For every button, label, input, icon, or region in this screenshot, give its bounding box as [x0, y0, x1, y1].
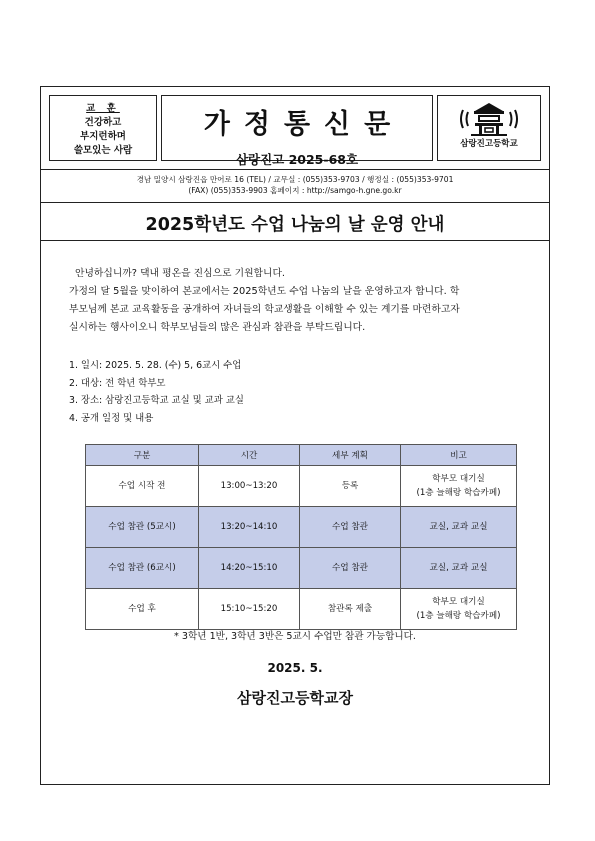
table-header-row [86, 445, 517, 466]
info-list [69, 357, 529, 427]
time-cell: 15:10~15:20 [199, 589, 300, 630]
paragraph-line: 부모님께 본교 교육활동을 공개하여 자녀들의 학교생활을 이해할 수 있는 계기를 마련하고자 [69, 304, 460, 315]
document-title: 2025학년도 수업 나눔의 날 운영 안내 [145, 215, 445, 235]
school-logo-box [437, 95, 541, 161]
greeting: 안녕하십니까? 댁내 평온을 진심으로 기원합니다. [75, 268, 286, 279]
footnote: * 3학년 1반, 3학년 3반은 5교시 수업만 참관 가능합니다. [174, 631, 416, 642]
list-item: 4. 공개 일정 및 내용 [69, 412, 154, 424]
plan-cell: 수업 참관 [300, 507, 401, 548]
masthead-row [41, 87, 549, 170]
note-cell [401, 589, 517, 630]
issue-date: 2025. 5. [267, 661, 323, 675]
motto-line: 부지런하며 [80, 131, 126, 142]
column-header: 세부 계획 [300, 445, 401, 466]
issue-number: 삼랑진고 2025-68호 [235, 152, 359, 167]
school-motto-box [49, 95, 157, 161]
list-item: 1. 일시: 2025. 5. 28. (수) 5, 6교시 수업 [69, 360, 242, 371]
paragraph-line: 실시하는 행사이오니 학부모님들의 많은 관심과 참관을 부탁드립니다. [69, 322, 366, 333]
schedule-table [85, 444, 517, 630]
time-cell: 13:20~14:10 [199, 507, 300, 548]
note-line: 학부모 대기실 [432, 474, 485, 484]
title-divider [41, 240, 549, 241]
column-header: 시간 [199, 445, 300, 466]
motto-line: 건강하고 [84, 117, 122, 128]
table-row [86, 507, 517, 548]
note-line: 학부모 대기실 [432, 597, 485, 607]
principal-signature: 삼랑진고등학교장 [237, 689, 353, 707]
plan-cell: 수업 참관 [300, 548, 401, 589]
table-row [86, 589, 517, 630]
masthead-title-box [161, 95, 433, 167]
note-cell: 교실, 교과 교실 [401, 507, 517, 548]
column-header: 구분 [86, 445, 199, 466]
motto-line: 쓸모있는 사람 [73, 145, 133, 156]
contact-line: 경남 밀양시 삼랑진읍 만어로 16 (TEL) / 교무실 : (055)353-9703 / 행정실 : (055)353-9701 [136, 175, 454, 184]
list-item: 3. 장소: 삼랑진고등학교 교실 및 교과 교실 [69, 395, 244, 406]
contact-info [41, 169, 549, 203]
list-item: 2. 대상: 전 학년 학부모 [69, 377, 166, 389]
paragraph-line: 가정의 달 5월을 맞이하여 본교에서는 2025학년도 수업 나눔의 날을 운영하고자 합니다. 학 [69, 286, 460, 297]
note-cell [401, 466, 517, 507]
time-cell: 14:20~15:10 [199, 548, 300, 589]
time-cell: 13:00~13:20 [199, 466, 300, 507]
newsletter-title: 가정통신문 [203, 109, 405, 140]
school-name: 삼랑진고등학교 [460, 139, 518, 149]
table-row [86, 548, 517, 589]
school-emblem-icon [457, 102, 521, 136]
division-cell: 수업 참관 (6교시) [86, 548, 199, 589]
note-line: (1층 늘해랑 학습카페) [416, 488, 501, 498]
body-text [69, 265, 529, 337]
plan-cell: 등록 [300, 466, 401, 507]
division-cell: 수업 후 [86, 589, 199, 630]
column-header: 비고 [401, 445, 517, 466]
note-cell: 교실, 교과 교실 [401, 548, 517, 589]
division-cell: 수업 참관 (5교시) [86, 507, 199, 548]
division-cell: 수업 시작 전 [86, 466, 199, 507]
note-line: (1층 늘해랑 학습카페) [416, 611, 501, 621]
contact-line: (FAX) (055)353-9903 홈페이지 : http://samgo-h.gne.go.kr [188, 186, 402, 195]
newsletter-frame [40, 86, 550, 785]
table-row [86, 466, 517, 507]
plan-cell: 참관록 제출 [300, 589, 401, 630]
motto-heading: 교 훈 [86, 103, 120, 114]
